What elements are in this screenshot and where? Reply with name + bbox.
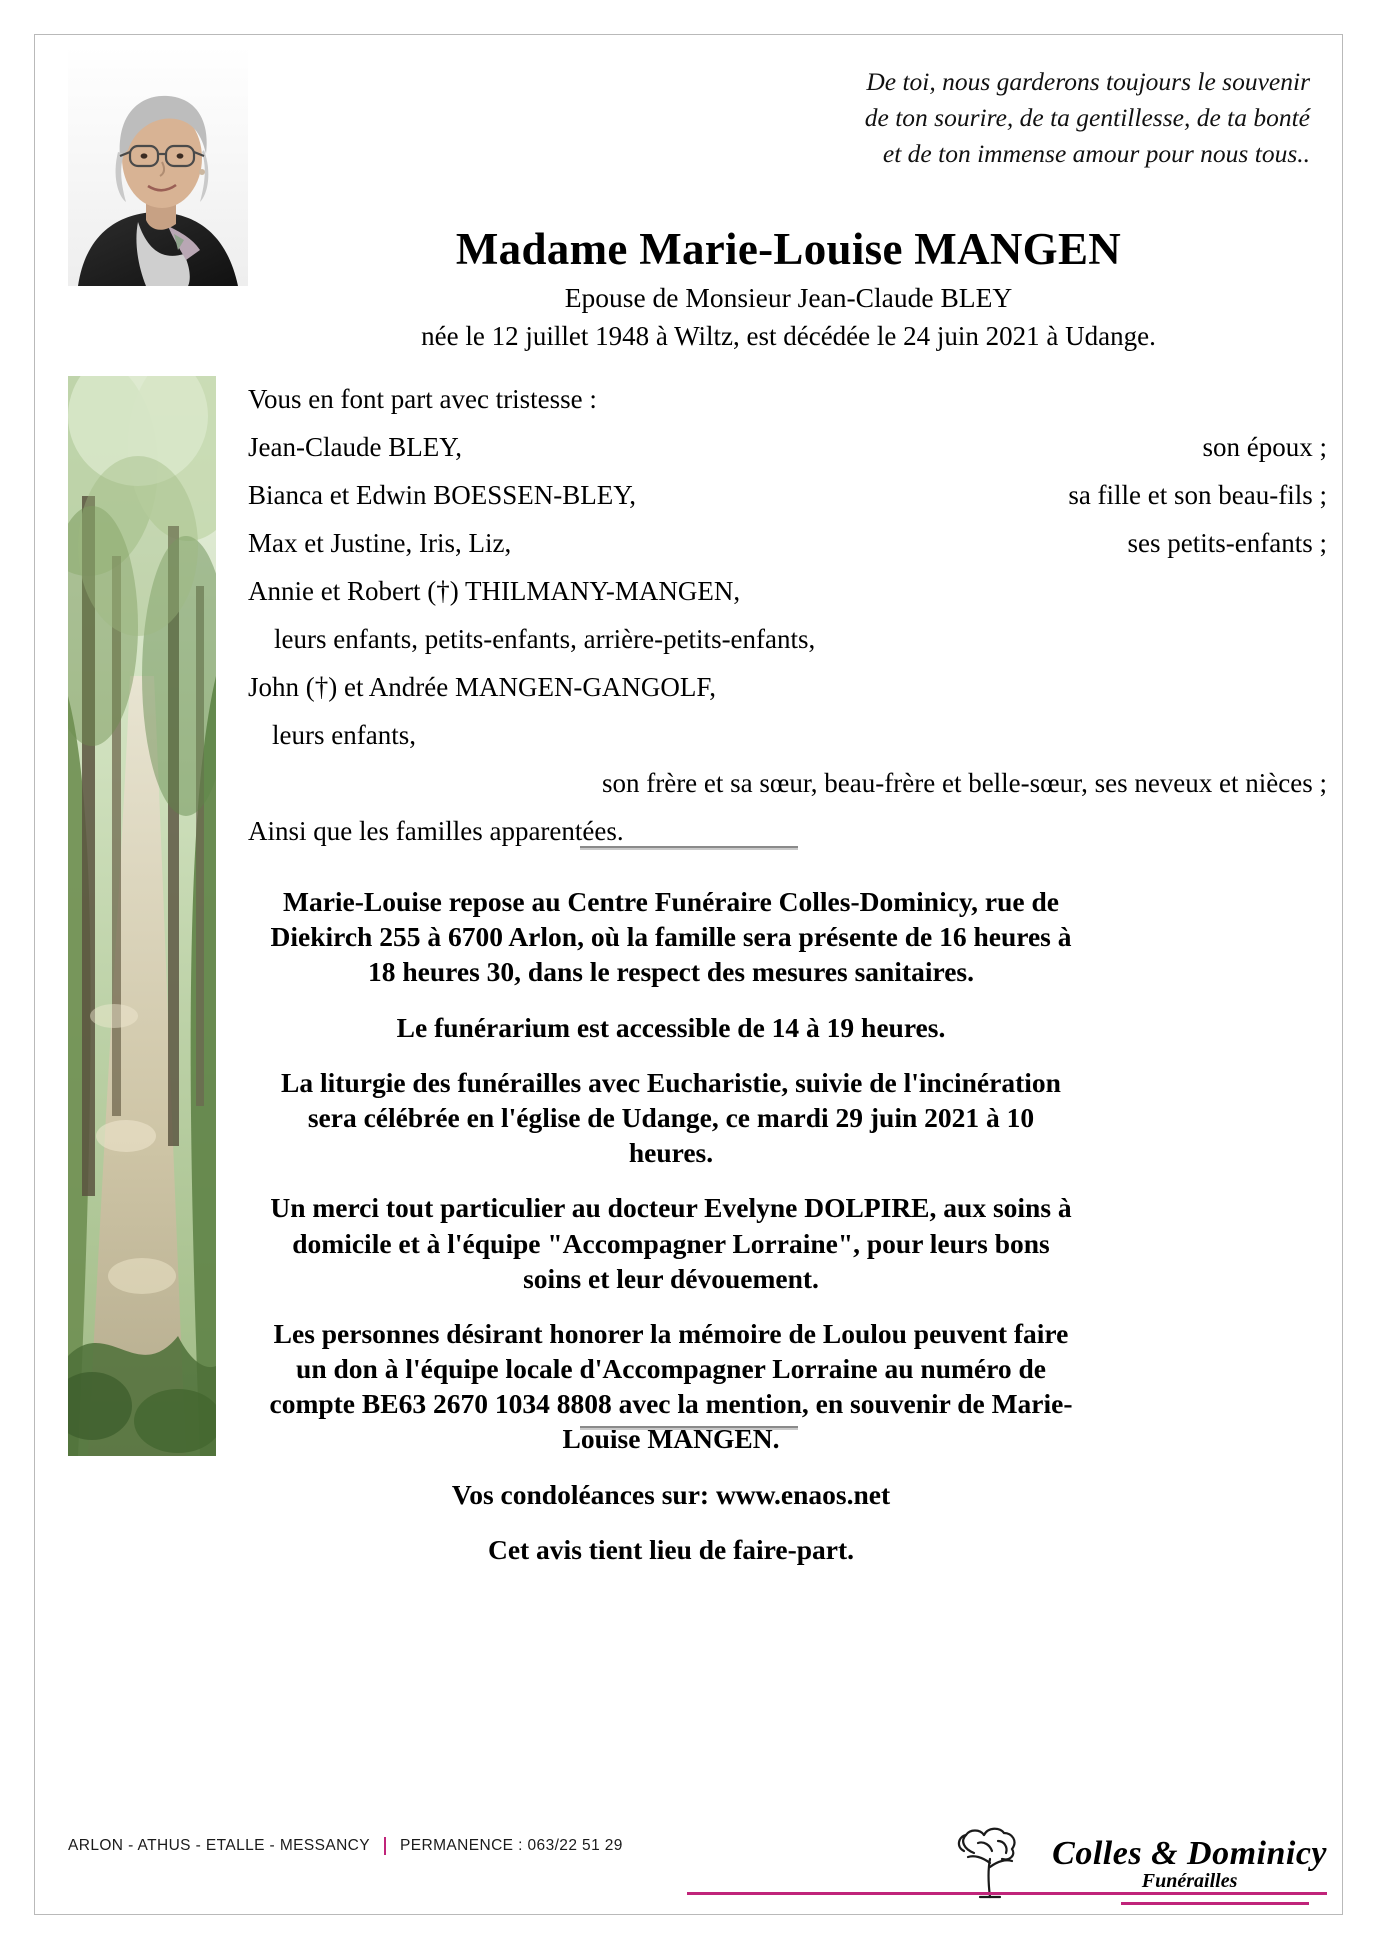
footer-accent-rule — [687, 1892, 1327, 1895]
ceremony-paragraph: La liturgie des funérailles avec Eucharistie, suivie de l'incinération sera célébrée en l'église de Udange, ce mardi 29 juin 2021 à 10 heures. — [281, 1066, 1061, 1169]
company-name: Colles & Dominicy — [1052, 1834, 1327, 1872]
family-row — [248, 674, 1327, 701]
divider-top — [580, 846, 798, 850]
epigraph-line-2: de ton sourire, de ta gentillesse, de ta bonté — [864, 103, 1310, 133]
footer-accent-rule-short — [1121, 1902, 1309, 1905]
family-name: Jean-Claude BLEY, — [248, 432, 462, 462]
family-row — [248, 434, 1327, 461]
condolences-line: Vos condoléances sur: www.enaos.net — [451, 1478, 891, 1510]
announce-intro — [248, 386, 1327, 413]
footer — [68, 1823, 1327, 1909]
company-subtitle: Funérailles — [1141, 1869, 1238, 1892]
footer-contact — [68, 1837, 623, 1855]
company-name-block — [1052, 1834, 1327, 1892]
family-relation: son époux ; — [1202, 432, 1327, 462]
content-area — [50, 46, 1327, 1903]
family-list — [248, 386, 1327, 866]
epigraph-line-1: De toi, nous garderons toujours le souvenir — [866, 67, 1310, 96]
family-row — [248, 722, 1327, 749]
family-relation: ses petits-enfants ; — [1127, 528, 1327, 558]
name-block — [250, 224, 1327, 352]
spouse-line: Epouse de Monsieur Jean-Claude BLEY — [564, 282, 1013, 314]
family-row — [248, 770, 1327, 797]
family-name: leurs enfants, — [272, 720, 416, 750]
birth-death-line: née le 12 juillet 1948 à Wiltz, est décédée le 24 juin 2021 à Udange. — [421, 321, 1156, 352]
footer-cities: ARLON - ATHUS - ETALLE - MESSANCY — [68, 1837, 371, 1854]
epigraph — [570, 64, 1310, 173]
notice-disclaimer: Cet avis tient lieu de faire-part. — [487, 1533, 855, 1565]
portrait-photo — [68, 46, 248, 286]
epigraph-line-3: et de ton immense amour pour nous tous.. — [882, 139, 1310, 169]
family-relation: sa fille et son beau-fils ; — [1068, 480, 1327, 510]
family-closing-text: Ainsi que les familles apparentées. — [248, 816, 624, 846]
family-name: Annie et Robert (†) THILMANY-MANGEN, — [248, 576, 741, 606]
ceremony-paragraph: Le funérarium est accessible de 14 à 19 heures. — [396, 1011, 946, 1043]
footer-permanence: PERMANENCE : 063/22 51 29 — [400, 1837, 623, 1854]
forest-path-photo — [68, 376, 216, 1456]
family-row — [248, 530, 1327, 557]
family-name: leurs enfants, petits-enfants, arrière-petits-enfants, — [274, 624, 816, 654]
family-name: Bianca et Edwin BOESSEN-BLEY, — [248, 480, 636, 510]
family-row — [248, 482, 1327, 509]
deceased-name: Madame Marie-Louise MANGEN — [455, 224, 1122, 274]
family-name: John (†) et Andrée MANGEN-GANGOLF, — [248, 672, 717, 702]
announce-intro-text: Vous en font part avec tristesse : — [248, 384, 597, 414]
family-relation: son frère et sa sœur, beau-frère et belle-sœur, ses neveux et nièces ; — [601, 768, 1327, 798]
family-row — [248, 578, 1327, 605]
ceremony-paragraph: Un merci tout particulier au docteur Evelyne DOLPIRE, aux soins à domicile et à l'équipe "Accompagner Lorraine", pour leurs bons soins et leur dévouement. — [270, 1192, 1072, 1294]
ceremony-paragraph: Marie-Louise repose au Centre Funéraire Colles-Dominicy, rue de Diekirch 255 à 6700 Arlon, où la famille sera présente de 16 heures à 18 heures 30, dans le respect des mesures sanitaires. — [270, 886, 1072, 988]
family-closing — [248, 818, 1327, 845]
divider-bottom — [580, 1426, 798, 1430]
family-row — [248, 626, 1327, 653]
family-name: Max et Justine, Iris, Liz, — [248, 528, 512, 558]
footer-divider-icon — [384, 1837, 386, 1855]
ceremony-details — [266, 884, 1076, 1567]
ceremony-paragraph: Les personnes désirant honorer la mémoire de Loulou peuvent faire un don à l'équipe locale d'Accompagner Lorraine au numéro de compte BE63 2670 1034 8808 avec la mention, en souvenir de Marie-Louise MANGEN. — [269, 1317, 1073, 1455]
